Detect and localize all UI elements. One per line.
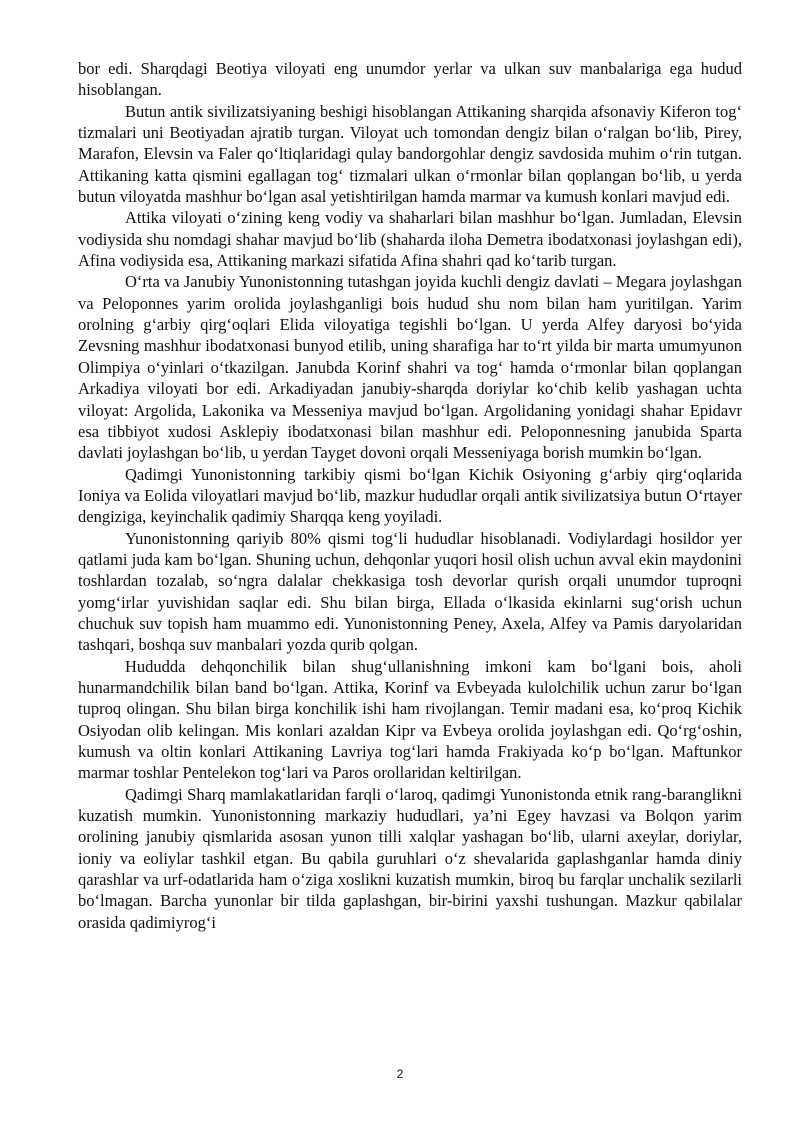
page-number: 2	[396, 1067, 404, 1081]
paragraph-agriculture: Yunonistonning qariyib 80% qismi tog‘li hududlar hisoblanadi. Vodiylardagi hosildor yer qatlami juda kam bo‘lgan. Shuning uchun, dehqonlar yuqori hosil olish uchun avval ekin maydonini toshlardan tozalab, so‘ngra dalalar chekkasiga tosh devorlar qurish orqali unumdor tuproqni yomg‘irlar yuvishidan saqlar edi. Shu bilan birga, Ellada o‘lkasida ekinlarni sug‘orish uchun chuchuk suv topish ham muammo edi. Yunonistonning Peney, Axela, Alfey va Pamis daryolaridan tashqari, boshqa suv manbalari yozda qurib qolgan.	[78, 528, 742, 655]
paragraph-crafts-mining: Hududda dehqonchilik bilan shug‘ullanishning imkoni kam bo‘lgani bois, aholi hunarmandchilik bilan band bo‘lgan. Attika, Korinf va Evbeyada kulolchilik uchun zarur bo‘lgan tuproq olingan. Shu bilan birga konchilik ishi ham rivojlangan. Temir madani esa, ko‘proq Kichik Osiyodan olib kelingan. Mis konlari azaldan Kipr va Evbeya orolida joylashgan edi. Qo‘rg‘oshin, kumush va oltin konlari Attikaning Lavriya tog‘lari hamda Frakiyada ko‘p bo‘lgan. Maftunkor marmar toshlar Pentelekon tog‘lari va Paros orollaridan keltirilgan.	[78, 656, 742, 783]
paragraph-asia-minor: Qadimgi Yunonistonning tarkibiy qismi bo‘lgan Kichik Osiyoning g‘arbiy qirg‘oqlarida Ioniya va Eolida viloyatlari mavjud bo‘lib, mazkur hududlar orqali antik sivilizatsiya butun O‘rtayer dengiziga, keyinchalik qadimiy Sharqqa keng yoyiladi.	[78, 464, 742, 527]
paragraph-continuation: bor edi. Sharqdagi Beotiya viloyati eng unumdor yerlar va ulkan suv manbalariga ega hudud hisoblangan.	[78, 59, 742, 100]
document-body	[78, 58, 742, 933]
paragraph-peloponnese: O‘rta va Janubiy Yunonistonning tutashgan joyida kuchli dengiz davlati – Megara joylashgan va Peloponnes yarim orolida joylashganligi bois hudud shu nom bilan ham yuritilgan. Yarim orolning g‘arbiy qirg‘oqlari Elida viloyatiga tegishli bo‘lgan. U yerda Alfey daryosi bo‘yida Zevsning mashhur ibodatxonasi bunyod etilib, uning sharafiga har to‘rt yilda bir marta umumyunon Olimpiya o‘yinlari o‘tkazilgan. Janubda Korinf shahri va tog‘ hamda o‘rmonlar bilan qoplangan Arkadiya viloyati bor edi. Arkadiyadan janubiy-sharqda doriylar ko‘chib kelib yashagan uchta viloyat: Argolida, Lakonika va Messeniya mavjud bo‘lgan. Argolidaning yonidagi shahar Epidavr esa tibbiyot xudosi Asklepiy ibodatxonasi bilan mashhur edi. Peloponnesning janubida Sparta davlati joylashgan bo‘lib, u yerdan Tayget dovoni orqali Messeniyaga borish mumkin bo‘lgan.	[78, 272, 742, 463]
paragraph-ethnic-diversity: Qadimgi Sharq mamlakatlaridan farqli o‘laroq, qadimgi Yunonistonda etnik rang-baranglikni kuzatish mumkin. Yunonistonning markaziy hududlari, ya’ni Egey havzasi va Bolqon yarim orolining janubiy qismlarida asosan yunon tilli xalqlar yashagan bo‘lib, ularni axeylar, doriylar, ioniy va eoliylar tashkil etgan. Bu qabila guruhlari o‘z shevalarida gaplashganlar hamda diniy qarashlar va urf-odatlarida ham o‘ziga xoslikni kuzatish mumkin, biroq bu farqlar unchalik sezilarli bo‘lmagan. Barcha yunonlar bir tilda gaplashgan, bir-birini yaxshi tushungan. Mazkur qabilalar orasida qadimiyrog‘i	[78, 784, 742, 932]
paragraph-attika-valleys: Attika viloyati o‘zining keng vodiy va shaharlari bilan mashhur bo‘lgan. Jumladan, Elevsin vodiysida shu nomdagi shahar mavjud bo‘lib (shaharda iloha Demetra ibodatxonasi joylashgan edi), Afina vodiysida esa, Attikaning markazi sifatida Afina shahri qad ko‘tarib turgan.	[78, 208, 742, 271]
paragraph-attika-geography: Butun antik sivilizatsiyaning beshigi hisoblangan Attikaning sharqida afsonaviy Kiferon tog‘ tizmalari uni Beotiyadan ajratib turgan. Viloyat uch tomondan dengiz bilan o‘ralgan bo‘lib, Pirey, Marafon, Elevsin va Faler qo‘ltiqlaridagi qulay bandorgohlar dengiz savdosida muhim o‘rin tutgan. Attikaning katta qismini egallagan tog‘ tizmalari ulkan o‘rmonlar bilan qoplangan bo‘lib, u yerda butun viloyatda mashhur bo‘lgan asal yetishtirilgan hamda marmar va kumush konlari mavjud edi.	[78, 101, 742, 207]
